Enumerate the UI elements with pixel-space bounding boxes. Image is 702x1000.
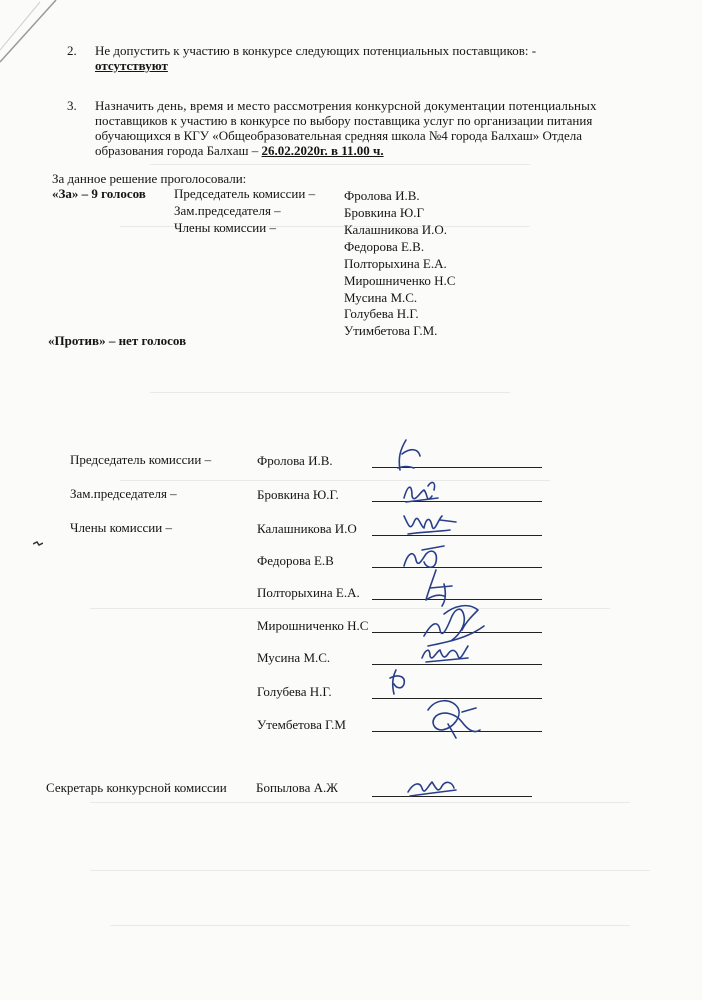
- vote-heading: За данное решение проголосовали:: [52, 171, 247, 186]
- item-2-number: 2.: [67, 43, 77, 58]
- secretary-label: Секретарь конкурсной комиссии: [46, 780, 227, 795]
- sign-name-7: Мусина М.С.: [257, 650, 331, 665]
- vote-name-2: Бровкина Ю.Г: [344, 205, 424, 220]
- item-2-value: отсутствуют: [95, 58, 168, 73]
- sign-name-5: Полторыхина Е.А.: [257, 585, 360, 600]
- secretary-name: Бопылова А.Ж: [256, 780, 338, 795]
- signature-secretary: [404, 774, 464, 804]
- vote-role-members: Члены комиссии –: [174, 220, 276, 235]
- item-3-line-1: Назначить день, время и место рассмотрения конкурсной документации потенциальных: [95, 98, 597, 113]
- item-3-line-4-prefix: образования города Балхаш –: [95, 143, 259, 158]
- signature-1: [390, 436, 430, 476]
- sign-name-6: Мирошниченко Н.С: [257, 618, 369, 633]
- item-2-text: Не допустить к участию в конкурсе следующих потенциальных поставщиков: -: [95, 43, 537, 58]
- item-3-line-3: обучающихся в КГУ «Общеобразовательная средняя школа №4 города Балхаш» Отдела: [95, 128, 583, 143]
- item-3-line-2: поставщиков к участию в конкурсе по выбору поставщика услуг по организации питания: [95, 113, 593, 128]
- vote-name-8: Голубева Н.Г.: [344, 306, 419, 321]
- vote-role-chairman: Председатель комиссии –: [174, 186, 316, 201]
- meeting-date: 26.02.2020г. в 11.00 ч.: [261, 143, 384, 158]
- sign-name-9: Утембетова Г.М: [257, 717, 346, 732]
- item-3-number: 3.: [67, 98, 77, 113]
- sign-name-3: Калашникова И.О: [257, 521, 357, 536]
- vote-name-6: Мирошниченко Н.С: [344, 273, 456, 288]
- signature-7: [418, 638, 478, 668]
- item-3-line-4: [95, 143, 384, 158]
- vote-name-3: Калашникова И.О.: [344, 222, 447, 237]
- sign-role-deputy: Зам.председателя –: [70, 486, 177, 501]
- vote-name-1: Фролова И.В.: [344, 188, 420, 203]
- vote-role-deputy: Зам.председателя –: [174, 203, 281, 218]
- scan-mark: [33, 541, 43, 547]
- vote-name-7: Мусина М.С.: [344, 290, 418, 305]
- sign-role-chairman: Председатель комиссии –: [70, 452, 212, 467]
- vote-name-5: Полторыхина Е.А.: [344, 256, 447, 271]
- corner-fold-mark: [0, 0, 60, 70]
- sign-name-4: Федорова Е.В: [257, 553, 334, 568]
- sign-name-2: Бровкина Ю.Г.: [257, 487, 339, 502]
- vote-against-label: «Против» – нет голосов: [48, 333, 187, 348]
- sign-name-1: Фролова И.В.: [257, 453, 333, 468]
- vote-name-9: Утимбетова Г.М.: [344, 323, 438, 338]
- sign-role-members: Члены комиссии –: [70, 520, 172, 535]
- signature-9: [418, 694, 488, 744]
- signature-3: [400, 504, 470, 544]
- vote-name-4: Федорова Е.В.: [344, 239, 425, 254]
- vote-for-label: «За» – 9 голосов: [52, 186, 146, 201]
- sign-name-8: Голубева Н.Г.: [257, 684, 332, 699]
